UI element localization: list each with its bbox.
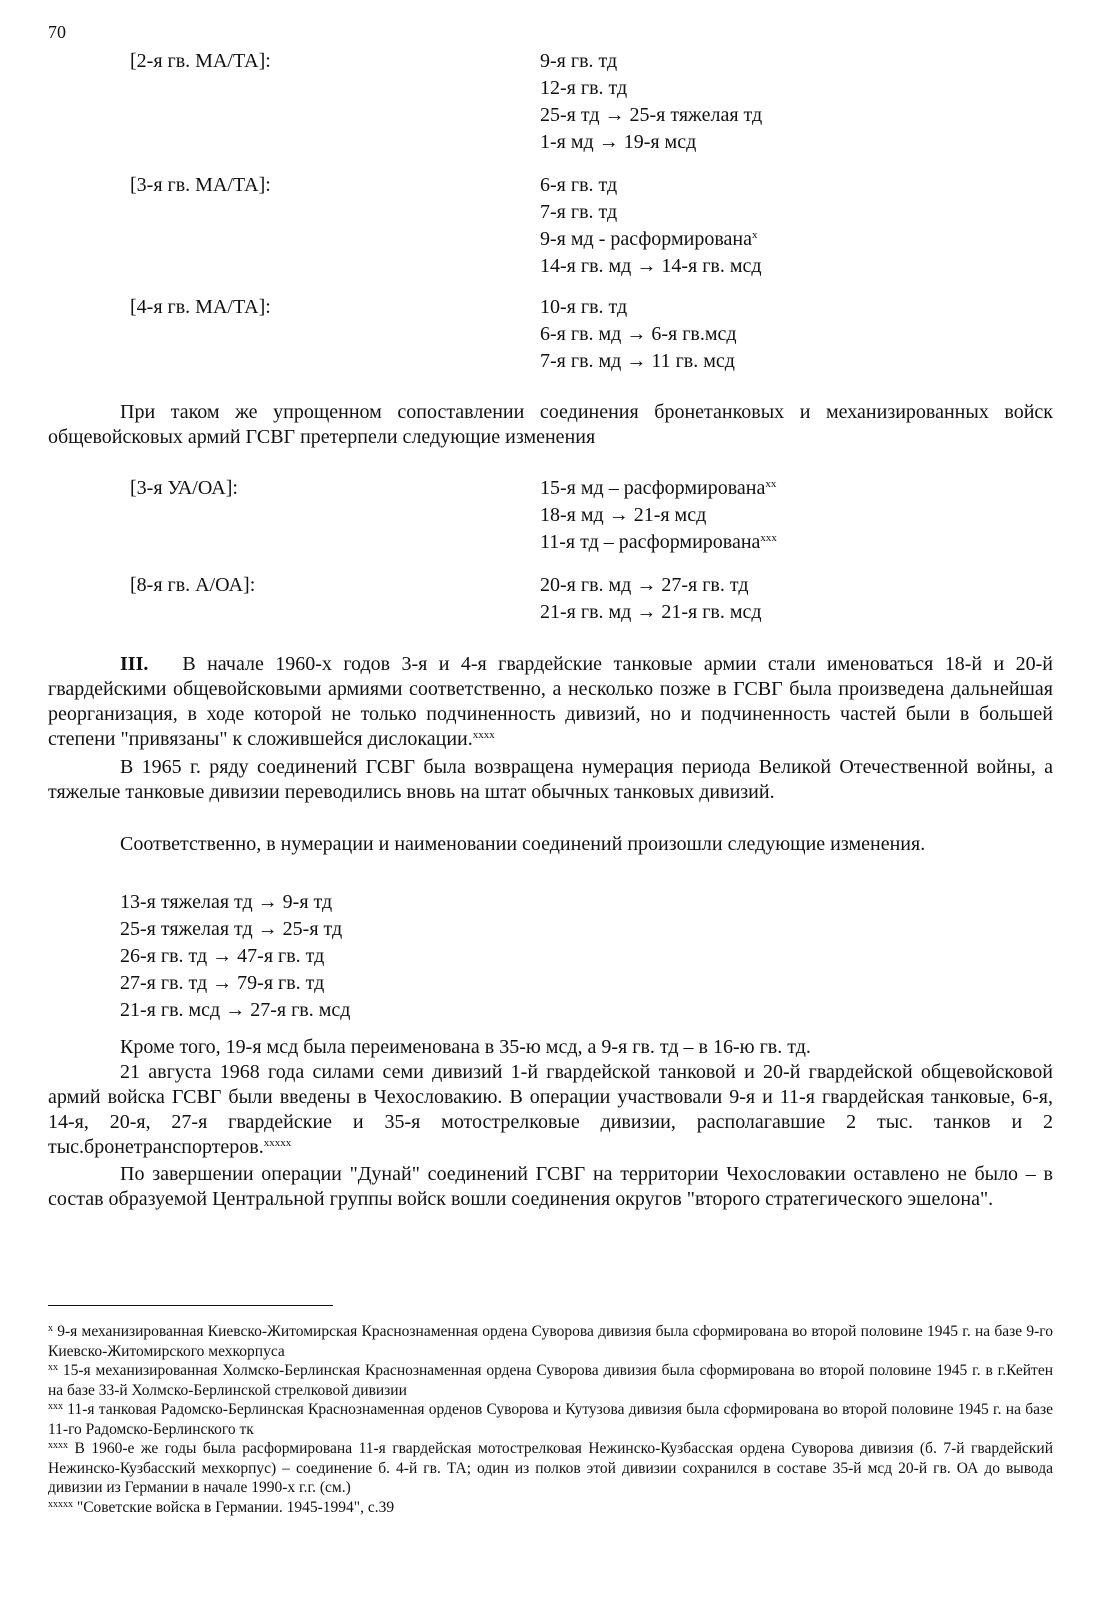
rename-list	[120, 889, 350, 1024]
division-item: 10-я гв. тд	[540, 296, 628, 318]
division-item: 9-я гв. тд	[540, 50, 618, 72]
section-numeral: III.	[120, 653, 149, 675]
army-label: [3-я УА/ОА]:	[130, 477, 238, 499]
division-list	[540, 48, 762, 156]
footnote: $^{xxx}$ 11-я танковая Радомско-Берлинская Краснознаменная орденов Суворова и Кутузова дивизия была сформирована во второй половине 1945 г. на базе 11-го Радомско-Берлинского тк	[48, 1401, 1053, 1438]
division-item: 9-я мд - расформирована$^x$	[540, 228, 758, 250]
paragraph-changes: Соответственно, в нумерации и наименовании соединений произошли следующие изменения.	[120, 833, 926, 855]
rename-item: 27-я гв. тд → 79-я гв. тд	[120, 972, 325, 994]
paragraph-also: Кроме того, 19-я мсд была переименована в 35-ю мсд, а 9-я гв. тд – в 16-ю гв. тд.	[120, 1036, 811, 1058]
division-item: 6-я гв. тд	[540, 174, 618, 196]
footnote-mark: xxxx	[472, 729, 495, 741]
paragraph-1968: 21 августа 1968 года силами семи дивизий 1-й гвардейской танковой и 20-й гвардейской общевойсковой армий войска ГСВГ были введены в Чехословакию. В операции участвовали 9-я и 11-я гвардейская танковые, 6-я, 14-я, 20-я, 27-я гвардейские и 35-я мотострелковые дивизии, располагавшие 2 тыс. танков и 2 тыс.бронетранспортеров.$^{xxxxx}$	[48, 1061, 1053, 1158]
footnote: $^{xx}$ 15-я механизированная Холмско-Берлинская Краснознаменная ордена Суворова дивизия была сформирована во второй половине 1945 г. в г.Кейтен на базе 33-й Холмско-Берлинской стрелковой дивизии	[48, 1362, 1053, 1399]
rename-item: 13-я тяжелая тд → 9-я тд	[120, 891, 333, 913]
footnote: $^{xxxxx}$ "Советские войска в Германии. 1945-1994", с.39	[48, 1498, 395, 1516]
footnote: $^{xxxx}$ В 1960-е же годы была расформирована 11-я гвардейская мотострелковая Нежинско-Кузбасская ордена Суворова дивизия (б. 7-й гвардейский Нежинско-Кузбасский мехкорпус) – соединение б. 4-й гв. ТА; один из полков этой дивизии сохранился в составе 35-й мсд 20-й гв. ОА до вывода дивизии из Германии в начале 1990-х г.г. (см.)	[48, 1440, 1053, 1496]
division-item: 20-я гв. мд → 27-я гв. тд	[540, 574, 749, 596]
division-list	[540, 172, 762, 280]
division-item: 7-я гв. мд → 11 гв. мсд	[540, 350, 735, 372]
paragraph-danube: По завершении операции "Дунай" соединений ГСВГ на территории Чехословакии оставлено не было – в состав образуемой Центральной группы войск вошли соединения округов "второго стратегического эшелона".	[48, 1163, 1053, 1210]
division-item: 25-я тд → 25-я тяжелая тд	[540, 104, 763, 126]
division-item: 21-я гв. мд → 21-я гв. мсд	[540, 601, 762, 623]
army-label: [2-я гв. МА/ТА]:	[130, 50, 271, 72]
intro-paragraph: При таком же упрощенном сопоставлении соединения бронетанковых и механизированных войск общевойсковых армий ГСВГ претерпели следующие изменения	[48, 401, 1053, 448]
footnote: $^x$ 9-я механизированная Киевско-Житомирская Краснознаменная ордена Суворова дивизия была сформирована во второй половине 1945 г. на базе 9-го Киевско-Житомирского мехкорпуса	[48, 1323, 1053, 1360]
footnote-mark: xxx	[760, 532, 777, 544]
division-list	[540, 475, 777, 556]
division-item: 11-я тд – расформирована$^{xxx}$	[540, 531, 777, 553]
footnote-mark: xxxxx	[263, 1137, 292, 1149]
rename-item: 25-я тяжелая тд → 25-я тд	[120, 918, 343, 940]
division-item: 6-я гв. мд → 6-я гв.мсд	[540, 323, 737, 345]
army-label: [8-я гв. А/ОА]:	[130, 574, 256, 596]
division-item: 14-я гв. мд → 14-я гв. мсд	[540, 255, 762, 277]
footnote-mark: x	[752, 229, 758, 241]
division-list	[540, 572, 762, 626]
section-paragraph: III. В начале 1960-х годов 3-я и 4-я гвардейские танковые армии стали именоваться 18-й и 20-й гвардейскими общевойсковыми армиями соответственно, а несколько позже в ГСВГ была произведена дальнейшая реорганизация, в ходе которой не только подчиненность дивизий, но и подчиненность частей были в большей степени "привязаны" к сложившейся дислокации.$^{xxxx}$	[48, 653, 1053, 750]
division-item: 18-я мд → 21-я мсд	[540, 504, 707, 526]
footnote-rule	[48, 1305, 333, 1306]
paragraph-1965: В 1965 г. ряду соединений ГСВГ была возвращена нумерация периода Великой Отечественной войны, а тяжелые танковые дивизии переводились вновь на штат обычных танковых дивизий.	[48, 756, 1053, 803]
division-item: 15-я мд – расформирована$^{xx}$	[540, 477, 777, 499]
division-item: 1-я мд → 19-я мсд	[540, 131, 697, 153]
footnotes	[48, 1322, 1053, 1517]
division-item: 7-я гв. тд	[540, 201, 618, 223]
footnote-mark: xx	[765, 478, 777, 490]
army-label: [4-я гв. МА/ТА]:	[130, 296, 271, 318]
page-number: 70	[48, 22, 66, 42]
rename-item: 21-я гв. мсд → 27-я гв. мсд	[120, 999, 351, 1021]
division-list	[540, 294, 737, 375]
division-item: 12-я гв. тд	[540, 77, 628, 99]
army-label: [3-я гв. МА/ТА]:	[130, 174, 271, 196]
rename-item: 26-я гв. тд → 47-я гв. тд	[120, 945, 325, 967]
